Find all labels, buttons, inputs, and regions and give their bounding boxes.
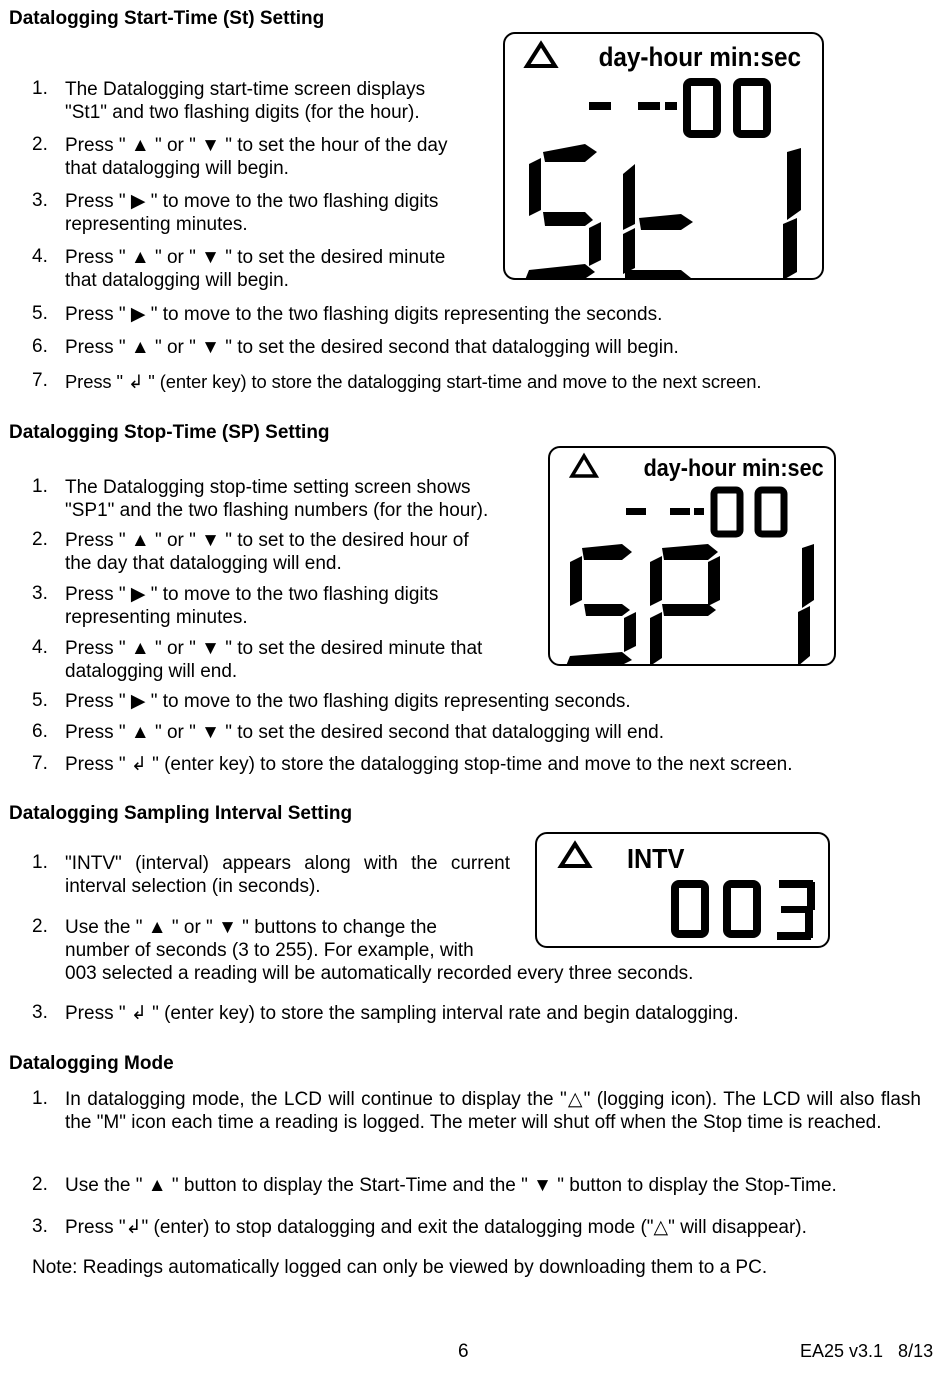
- stop-item-5-number: 5.: [32, 690, 48, 711]
- lcd-label-day-hour-min-sec: day-hour min:sec: [643, 453, 824, 482]
- heading-stop-time: Datalogging Stop-Time (SP) Setting: [9, 422, 330, 443]
- interval-item-2-line-2: number of seconds (3 to 255). For example, with: [65, 940, 474, 961]
- lcd-big-t: [623, 164, 693, 280]
- lcd-display-start-time: [503, 32, 824, 280]
- lcd-display-stop-time: [548, 446, 836, 666]
- start-item-6-number: 6.: [32, 336, 48, 357]
- start-item-1-line-1: The Datalogging start-time screen displays: [65, 79, 426, 100]
- interval-item-2-number: 2.: [32, 916, 48, 937]
- stop-item-2-line-1: Press " ▲ " or " ▼ " to set to the desired hour of: [65, 530, 469, 551]
- stop-item-1-line-1: The Datalogging stop-time setting screen shows: [65, 477, 471, 498]
- stop-item-2-line-2: the day that datalogging will end.: [65, 553, 342, 574]
- interval-item-2-line-3: 003 selected a reading will be automatically recorded every three seconds.: [65, 963, 694, 984]
- stop-item-1-line-2: "SP1" and the two flashing numbers (for the hour).: [65, 500, 489, 521]
- mode-item-2-number: 2.: [32, 1174, 48, 1195]
- stop-item-5-line-1: Press " ▶ " to move to the two flashing digits representing seconds.: [65, 691, 631, 712]
- interval-item-1-line-2: interval selection (in seconds).: [65, 876, 321, 897]
- stop-item-4-line-2: datalogging will end.: [65, 661, 238, 682]
- lcd-label-intv: INTV: [627, 842, 685, 875]
- start-item-4-number: 4.: [32, 246, 48, 267]
- interval-item-2-line-1: Use the " ▲ " or " ▼ " buttons to change the: [65, 917, 437, 938]
- logging-triangle-icon: [561, 844, 589, 866]
- interval-item-1-number: 1.: [32, 852, 48, 873]
- stop-item-6-line-1: Press " ▲ " or " ▼ " to set the desired second that datalogging will end.: [65, 722, 665, 743]
- lcd-big-S: [525, 144, 601, 280]
- document-version: EA25 v3.1 8/13: [800, 1341, 934, 1361]
- start-item-7-line-1: Press " ↲ " (enter key) to store the datalogging start-time and move to the next screen.: [65, 371, 762, 392]
- logging-triangle-icon: [527, 44, 555, 66]
- start-item-5-number: 5.: [32, 303, 48, 324]
- stop-item-3-line-1: Press " ▶ " to move to the two flashing digits: [65, 584, 439, 605]
- start-item-3-line-2: representing minutes.: [65, 214, 248, 235]
- lcd-big-S: [566, 544, 636, 666]
- mode-item-2-line-1: Use the " ▲ " button to display the Start-Time and the " ▼ " button to display the Stop-Time.: [65, 1175, 837, 1196]
- stop-item-2-number: 2.: [32, 529, 48, 550]
- lcd-display-interval: [535, 832, 830, 948]
- lcd-digit-0-left: [687, 82, 717, 134]
- page-number: 6: [458, 1341, 469, 1362]
- lcd-digit-0-right: [758, 490, 784, 534]
- lcd-digit-3: [777, 880, 815, 940]
- lcd-big-1: [798, 544, 814, 666]
- start-item-1-line-2: "St1" and two flashing digits (for the hour).: [65, 102, 420, 123]
- start-item-3-line-1: Press " ▶ " to move to the two flashing digits: [65, 191, 439, 212]
- start-item-2-line-1: Press " ▲ " or " ▼ " to set the hour of the day: [65, 135, 448, 156]
- stop-item-3-line-2: representing minutes.: [65, 607, 248, 628]
- start-item-6-line-1: Press " ▲ " or " ▼ " to set the desired second that datalogging will begin.: [65, 337, 679, 358]
- mode-item-1-number: 1.: [32, 1088, 48, 1109]
- stop-item-4-line-1: Press " ▲ " or " ▼ " to set the desired minute that: [65, 638, 483, 659]
- lcd-digit-0-right: [737, 82, 767, 134]
- stop-item-4-number: 4.: [32, 637, 48, 658]
- stop-item-1-number: 1.: [32, 476, 48, 497]
- lcd-big-1: [783, 148, 801, 280]
- mode-item-3-number: 3.: [32, 1216, 48, 1237]
- start-item-5-line-1: Press " ▶ " to move to the two flashing digits representing the seconds.: [65, 304, 663, 325]
- mode-item-1-line-1: In datalogging mode, the LCD will continue to display the "△" (logging icon). The LCD will also flash the "M" icon each time a reading is logged. The meter will shut off when the Stop time is reached.: [65, 1089, 921, 1133]
- start-item-3-number: 3.: [32, 190, 48, 211]
- start-item-2-number: 2.: [32, 134, 48, 155]
- start-item-1-number: 1.: [32, 78, 48, 99]
- start-item-2-line-2: that datalogging will begin.: [65, 158, 289, 179]
- lcd-big-P: [650, 544, 720, 666]
- stop-item-3-number: 3.: [32, 583, 48, 604]
- interval-item-1-line-1: "INTV" (interval) appears along with the current: [65, 853, 510, 874]
- lcd-dash-digits: [626, 508, 704, 515]
- heading-datalogging-mode: Datalogging Mode: [9, 1053, 174, 1074]
- start-item-4-line-1: Press " ▲ " or " ▼ " to set the desired minute: [65, 247, 446, 268]
- lcd-label-day-hour-min-sec: day-hour min:sec: [598, 42, 802, 73]
- lcd-digit-0-left: [714, 490, 740, 534]
- stop-item-7-line-1: Press " ↲ " (enter key) to store the datalogging stop-time and move to the next screen.: [65, 754, 793, 775]
- lcd-digit-0-first: [675, 884, 705, 934]
- interval-item-3-line-1: Press " ↲ " (enter key) to store the sampling interval rate and begin datalogging.: [65, 1003, 739, 1024]
- lcd-digit-0-second: [727, 884, 757, 934]
- stop-item-6-number: 6.: [32, 721, 48, 742]
- heading-start-time: Datalogging Start-Time (St) Setting: [9, 8, 325, 29]
- start-item-4-line-2: that datalogging will begin.: [65, 270, 289, 291]
- heading-sampling-interval: Datalogging Sampling Interval Setting: [9, 803, 353, 824]
- stop-item-7-number: 7.: [32, 753, 48, 774]
- mode-item-3-line-1: Press "↲" (enter) to stop datalogging and exit the datalogging mode ("△" will disappear).: [65, 1217, 807, 1238]
- lcd-dash-digits: [589, 102, 677, 110]
- interval-item-3-number: 3.: [32, 1002, 48, 1023]
- logging-triangle-icon: [572, 456, 596, 476]
- start-item-7-number: 7.: [32, 370, 48, 391]
- mode-note: Note: Readings automatically logged can only be viewed by downloading them to a PC.: [32, 1257, 768, 1278]
